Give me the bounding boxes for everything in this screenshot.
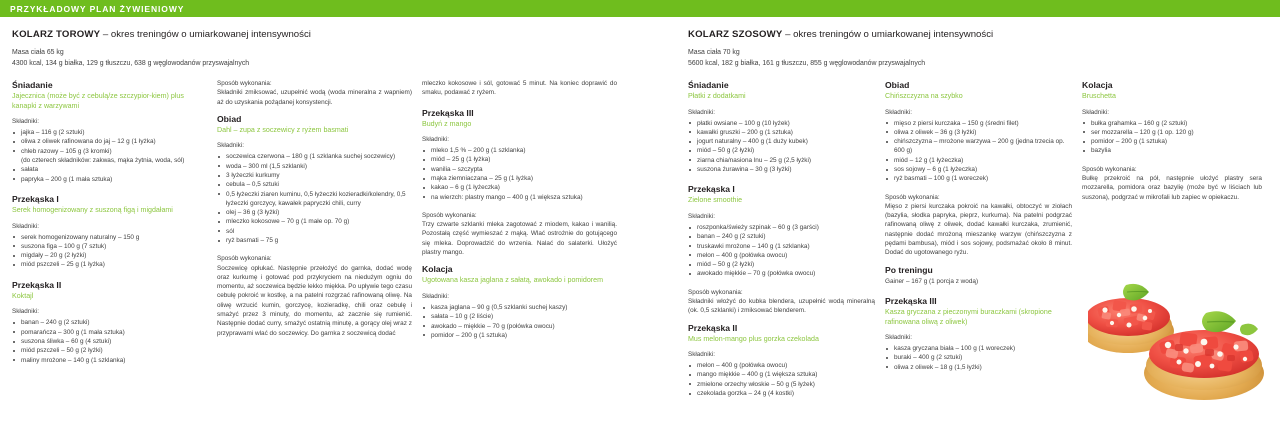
ingredient-item: banan – 240 g (2 sztuki) [688, 232, 875, 241]
ingredient-item: melon – 400 g (połówka owocu) [688, 361, 875, 370]
meal-block [217, 113, 412, 246]
ingredient-item: melon – 400 g (połówka owocu) [688, 251, 875, 260]
meal-dish-name: Chińszczyzna na szybko [885, 92, 963, 100]
howto-text: Trzy czwarte szklanki mleka zagotować z miodem, kakao i wanilią. Pozostałą część wymieszać z mąką. Wlać ostrożnie do gotującego się mleka. Doprowadzić do wrzenia. Nalać do salaterki. Ułożyć plastry mango. [422, 221, 617, 257]
meal-block [422, 107, 617, 202]
ingredient-item: na wierzch: plastry mango – 400 g (1 większa sztuka) [422, 193, 617, 202]
ingredient-item: mango miękkie – 400 g (1 większa sztuka) [688, 370, 875, 379]
howto-label: Sposób wykonania: [688, 288, 743, 296]
howto-block [217, 254, 412, 338]
ingredient-item: mleczko kokosowe – 70 g (1 małe op. 70 g) [217, 217, 412, 226]
ingredients-label: Składniki: [688, 108, 715, 116]
ingredient-item: miód – 50 g (2 łyżki) [688, 146, 875, 155]
plan-column-2 [885, 79, 1082, 407]
ingredient-item: 0,5 łyżeczki ziaren kuminu, 0,5 łyżeczki kozieradki/kolendry, 0,5 łyżeczki gorczycy, kawałek papryczki chili, curry [217, 190, 412, 209]
ingredients-label: Składniki: [12, 222, 39, 230]
ingredient-item: sos sojowy – 6 g (1 łyżeczka) [885, 165, 1072, 174]
page-banner [0, 0, 1280, 17]
ingredient-item: pomarańcza – 300 g (1 mała sztuka) [12, 328, 207, 337]
ingredient-item: roszponka/świeży szpinak – 60 g (3 garści) [688, 223, 875, 232]
ingredient-item: miód – 50 g (2 łyżki) [688, 260, 875, 269]
howto-block [688, 288, 875, 316]
ingredient-item: ser mozzarella – 120 g (1 op. 120 g) [1082, 128, 1262, 137]
meal-name: Kolacja [1082, 80, 1113, 90]
ingredient-item: suszona figa – 100 g (7 sztuk) [12, 242, 207, 251]
ingredient-item: zmielone orzechy włoskie – 50 g (5 łyżek) [688, 380, 875, 389]
ingredient-item: mąka ziemniaczana – 25 g (1 łyżka) [422, 174, 617, 183]
ingredient-item: papryka – 200 g (1 mała sztuka) [12, 175, 207, 184]
ingredient-item: awokado – miękkie – 70 g (połówka owocu) [422, 322, 617, 331]
meal-name: Śniadanie [12, 80, 53, 90]
ingredient-item: wanilia – szczypta [422, 165, 617, 174]
meal-name: Przekąska I [688, 184, 735, 195]
howto-label: Sposób wykonania: [217, 80, 272, 87]
meal-dish-name: Ugotowana kasza jaglana z sałatą, awokado i pomidorem [422, 276, 603, 285]
ingredient-item: mięso z piersi kurczaka – 150 g (średni filet) [885, 119, 1072, 128]
ingredients-list [12, 233, 207, 270]
meal-dish-name: Dahl – zupa z soczewicy z ryżem basmati [217, 125, 349, 134]
meal-block [1082, 79, 1262, 156]
meal-block [422, 263, 617, 340]
plan-kolarz-szosowy [688, 17, 1272, 398]
ingredients-label: Składniki: [422, 292, 449, 300]
ingredient-item: czekolada gorzka – 24 g (4 kostki) [688, 389, 875, 398]
plan-title-rest: – okres treningów o umiarkowanej intensywności [782, 29, 994, 40]
ingredient-item: jogurt naturalny – 400 g (1 duży kubek) [688, 137, 875, 146]
ingredients-list [688, 361, 875, 398]
ingredient-item: chińszczyzna – mrożone warzywa – 200 g (jedna trzecia op. 600 g) [885, 137, 1072, 156]
ingredient-item: płatki owsiane – 100 g (10 łyżek) [688, 119, 875, 128]
ingredient-item: suszona śliwka – 60 g (4 sztuki) [12, 337, 207, 346]
continued-text: mleczko kokosowe i sól, gotować 5 minut. Na koniec doprawić do smaku, podawać z ryżem. [422, 80, 617, 97]
ingredient-item: pomidor – 200 g (1 sztuka) [422, 331, 617, 340]
plan-kolarz-torowy [12, 17, 632, 364]
ingredient-item: buraki – 400 g (2 sztuki) [885, 353, 1072, 362]
ingredient-item: migdały – 20 g (2 łyżki) [12, 251, 207, 260]
meal-name: Przekąska I [12, 193, 59, 204]
ingredient-item: miód – 25 g (1 łyżka) [422, 155, 617, 164]
ingredient-item: suszona żurawina – 30 g (3 łyżki) [688, 165, 875, 174]
ingredient-item: olej – 36 g (3 łyżki) [217, 208, 412, 217]
plan-title [688, 28, 1272, 41]
ingredient-item: kasza gryczana biała – 100 g (1 woreczek) [885, 344, 1072, 353]
plan-macros: 4300 kcal, 134 g białka, 129 g tłuszczu, 638 g węglowodanów przyswajalnych [12, 59, 250, 67]
ingredients-label: Składniki: [885, 108, 912, 116]
plan-column-2 [217, 79, 422, 374]
ingredient-item: bułka grahamka – 160 g (2 sztuki) [1082, 119, 1262, 128]
ingredients-label: Składniki: [217, 142, 244, 150]
ingredient-item: ryż basmati – 100 g (1 woreczek) [885, 174, 1072, 183]
howto-label: Sposób wykonania: [1082, 165, 1137, 173]
ingredients-label: Składniki: [885, 334, 912, 342]
ingredient-item: pomidor – 200 g (1 sztuka) [1082, 137, 1262, 146]
plan-title-strong: KOLARZ TOROWY [12, 29, 101, 40]
meal-name: Przekąska II [688, 322, 738, 333]
meal-dish-name: Bruschetta [1082, 92, 1116, 100]
howto-text: Składniki włożyć do kubka blendera, uzupełnić wodą mineralną (ok. 0,5 szklanki) i zmiksować blenderem. [688, 297, 875, 315]
ingredient-item: kawałki gruszki – 200 g (1 sztuka) [688, 128, 875, 137]
ingredients-list [422, 146, 617, 202]
howto-text: Soczewicę opłukać. Następnie przełożyć do garnka, dodać wodę oraz kurkumę i gotować pod przykryciem na niedużym ogniu do momentu, aż soczewica będzie lekko miękka. Po upływie tego czasu cebulę pokroić w kostkę, a na patelni rozgrzać rafinowaną oliwę. Na oliwę wrzucić kumin, gorczycę, kozieradkę, chili oraz cebulę i smażyć przez 3 minuty, do momentu, aż zacznie się rumienić. Następnie dodać curry, smażyć ostatnią minutę, a gorący olej wraz z przyprawami wlać do soczewicy. Do garnka z soczewicą dodać [217, 264, 412, 337]
plan-header [12, 17, 632, 69]
ingredient-item: miód pszczeli – 50 g (2 łyżki) [12, 346, 207, 355]
meal-dish-name: Kasza gryczana z pieczonymi buraczkami (skropione rafinowana oliwą z oliwek) [885, 307, 1052, 326]
meal-dish-name: Budyń z mango [422, 119, 472, 128]
meal-name: Obiad [217, 113, 242, 124]
ingredient-item: (do czterech składników: zakwas, mąka żytnia, woda, sól) [21, 157, 185, 165]
ingredient-item: soczewica czerwona – 180 g (1 szklanka suchej soczewicy) [217, 152, 412, 161]
ingredient-item: woda – 300 ml (1,5 szklanki) [217, 162, 412, 171]
meal-block [885, 264, 1072, 286]
howto-text: Składniki zmiksować, uzupełnić wodą (woda mineralna z wapniem) aż do uzyskania pożądanej konsystencji. [217, 89, 412, 106]
howto-block [885, 193, 1072, 258]
meal-name: Kolacja [422, 264, 453, 275]
ingredient-item: chleb razowy – 105 g (3 kromki) [12, 147, 207, 156]
plan-macros: 5600 kcal, 182 g białka, 161 g tłuszczu, 855 g węglowodanów przyswajalnych [688, 59, 926, 67]
meal-name: Przekąska II [12, 279, 62, 290]
howto-block [217, 79, 412, 107]
meal-block [688, 79, 875, 174]
meal-dish-name: Mus melon-mango plus gorzka czekolada [688, 334, 819, 343]
plan-title-strong: KOLARZ SZOSOWY [688, 29, 783, 40]
ingredients-list [217, 152, 412, 245]
howto-block [422, 211, 617, 257]
meal-plain-line: Gainer – 167 g (1 porcja z wodą) [885, 277, 979, 285]
ingredient-item: maliny mrożone – 140 g (1 szklanka) [12, 356, 207, 365]
meal-name: Przekąska III [885, 295, 937, 306]
ingredient-item: ryż basmati – 75 g [217, 236, 412, 245]
plan-columns [12, 79, 632, 374]
meal-block [688, 322, 875, 399]
meal-name: Obiad [885, 80, 910, 90]
ingredient-item: banan – 240 g (2 sztuki) [12, 318, 207, 327]
ingredients-label: Składniki: [12, 118, 39, 126]
howto-label: Sposób wykonania: [422, 211, 477, 219]
meal-dish-name: Jajecznica (może być z cebulą/ze szczypior-kiem) plus kanapki z warzywami [12, 92, 184, 110]
plan-column-3 [422, 79, 627, 374]
plan-column-1 [688, 79, 885, 407]
page-title: PRZYKŁADOWY PLAN ŻYWIENIOWY [10, 3, 185, 14]
ingredient-item: kasza jaglana – 90 g (0,5 szklanki suchej kaszy) [422, 303, 617, 312]
meal-name: Przekąska III [422, 107, 474, 118]
ingredients-list [12, 128, 207, 184]
howto-label: Sposób wykonania: [217, 255, 272, 263]
plan-title-rest: – okres treningów o umiarkowanej intensywności [100, 29, 311, 40]
ingredient-item: bazylia [1082, 146, 1262, 155]
meal-block [885, 295, 1072, 372]
plan-column-1 [12, 79, 217, 374]
howto-block [1082, 165, 1262, 202]
howto-text: Bułkę przekroić na pół, następnie ułożyć plastry sera mozzarella, pomidora oraz bazylię (może być w liściach lub suszona), podgrzać w mikrofali lub zapiec w opiekaczu. [1082, 174, 1262, 201]
ingredient-item: oliwa z oliwek – 36 g (3 łyżki) [885, 128, 1072, 137]
ingredient-item: sałata – 10 g (2 liście) [422, 312, 617, 321]
meal-block [688, 183, 875, 278]
ingredient-item: sól [217, 227, 412, 236]
plan-title [12, 28, 632, 41]
meal-name: Śniadanie [688, 80, 729, 90]
bruschetta-photo [1088, 283, 1280, 443]
meal-dish-name: Koktajl [12, 291, 34, 300]
ingredient-item: mleko 1,5 % – 200 g (1 szklanka) [422, 146, 617, 155]
plan-sheet [0, 17, 1280, 443]
plan-body-mass: Masa ciała 70 kg [688, 49, 740, 56]
ingredient-item: truskawki mrożone – 140 g (1 szklanka) [688, 242, 875, 251]
meal-block [12, 193, 207, 270]
ingredients-label: Składniki: [12, 308, 39, 316]
ingredients-list [1082, 119, 1262, 156]
ingredient-item: jajka – 116 g (2 sztuki) [12, 128, 207, 137]
plan-header [688, 17, 1272, 69]
meal-dish-name: Płatki z dodatkami [688, 92, 746, 100]
ingredient-item: sałata [12, 165, 207, 174]
meal-dish-name: Zielone smoothie [688, 196, 743, 205]
meal-block [12, 79, 207, 184]
ingredients-label: Składniki: [1082, 108, 1109, 116]
meal-name: Po treningu [885, 264, 933, 275]
ingredients-list [688, 119, 875, 175]
ingredient-item: cebula – 0,5 sztuki [217, 180, 412, 189]
ingredient-item: oliwa z oliwek – 18 g (1,5 łyżki) [885, 363, 1072, 372]
ingredients-list [688, 223, 875, 279]
ingredients-label: Składniki: [688, 351, 715, 359]
ingredients-list [422, 303, 617, 340]
ingredient-item: ziarna chia/nasiona lnu – 25 g (2,5 łyżki) [688, 156, 875, 165]
plan-body-mass: Masa ciała 65 kg [12, 49, 64, 56]
howto-label: Sposób wykonania: [885, 193, 940, 201]
ingredient-item: oliwa z oliwek rafinowana do jaj – 12 g (1 łyżka) [12, 137, 207, 146]
ingredients-label: Składniki: [688, 212, 715, 220]
ingredients-label: Składniki: [422, 136, 449, 144]
meal-dish-name: Serek homogenizowany z suszoną figą i migdałami [12, 205, 173, 214]
ingredient-item: awokado miękkie – 70 g (połówka owocu) [688, 269, 875, 278]
ingredient-item: miód – 12 g (1 łyżeczka) [885, 156, 1072, 165]
ingredient-item: miód pszczeli – 25 g (1 łyżka) [12, 260, 207, 269]
ingredients-list [12, 318, 207, 364]
ingredient-item: serek homogenizowany naturalny – 150 g [12, 233, 207, 242]
ingredients-list [885, 119, 1072, 184]
ingredient-item: 3 łyżeczki kurkumy [217, 171, 412, 180]
howto-text: Mięso z piersi kurczaka pokroić na kawałki, obtoczyć w ziołach (bazylia, słodka papryka, pieprz, kurkuma). Na patelni podgrzać rafinowaną oliwę z oliwek, dodać kawałki kurczaka, zrumienić, następnie dodać mrożoną mieszankę warzyw (chińszczyzna z pędami bambusa), miód i sos sojowy, podsmażać około 8 minut. Dodać do ugotowanego ryżu. [885, 202, 1072, 257]
ingredients-list [885, 344, 1072, 372]
ingredient-item: kakao – 6 g (1 łyżeczka) [422, 183, 617, 192]
meal-block [12, 279, 207, 365]
meal-block [885, 79, 1072, 184]
